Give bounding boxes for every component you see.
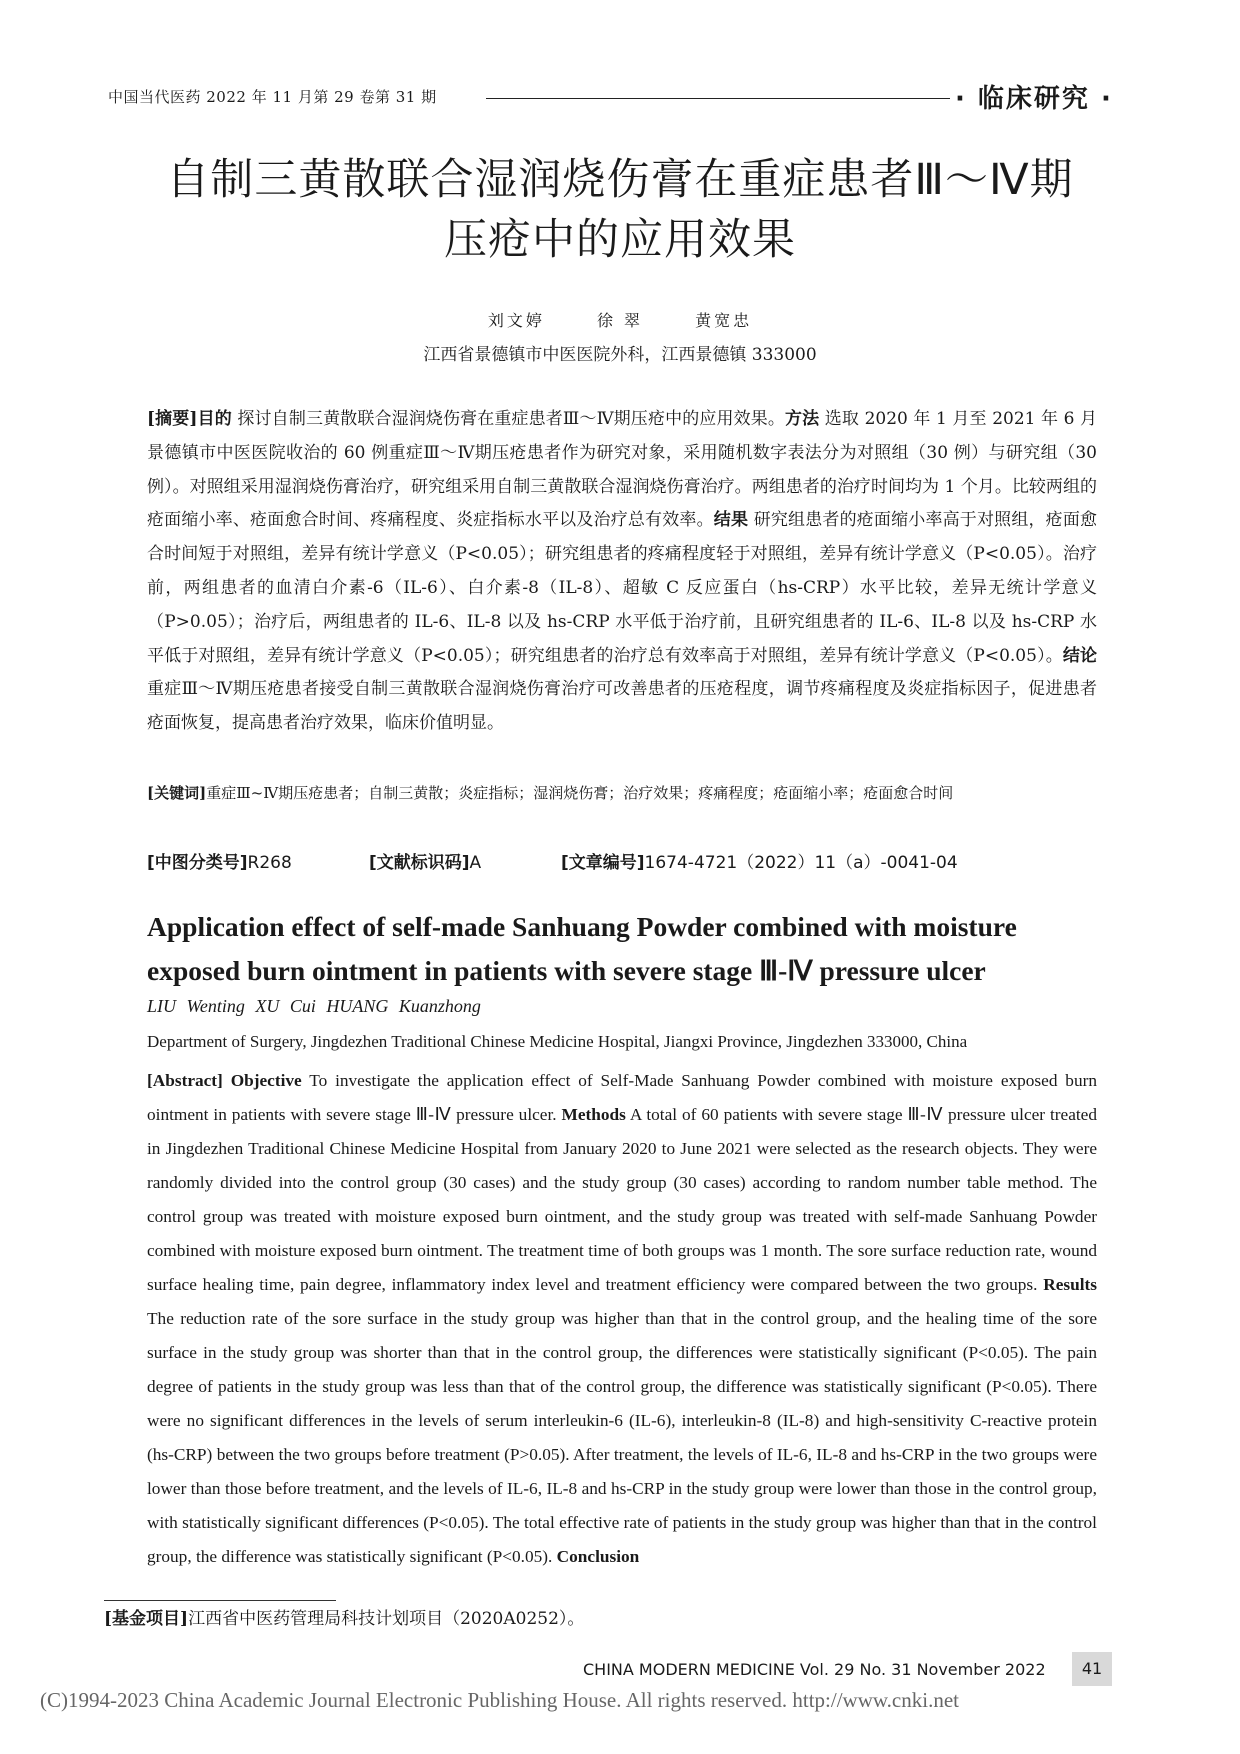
english-affiliation: Department of Surgery, Jingdezhen Traditional Chinese Medicine Hospital, Jiangxi Province, Jingdezhen 333000, China — [147, 1032, 968, 1051]
conclusion-text: 重症Ⅲ～Ⅳ期压疮患者接受自制三黄散联合湿润烧伤膏治疗可改善患者的压疮程度，调节疼痛程度及炎症指标因子，促进患者疮面恢复，提高患者治疗效果，临床价值明显。 — [147, 679, 1097, 734]
english-title: Application effect of self-made Sanhuang Powder combined with moisture exposed burn ointment in patients with severe stage Ⅲ-Ⅳ pressure ulcer — [147, 911, 1017, 986]
affiliation: 江西省景德镇市中医医院外科，江西景德镇 333000 — [423, 345, 817, 365]
results-text: 研究组患者的疮面缩小率高于对照组，疮面愈合时间短于对照组，差异有统计学意义（P<0.05）；研究组患者的疼痛程度轻于对照组，差异有统计学意义（P<0.05）。治疗前，两组患者的血清白介素-6（IL-6）、白介素-8（IL-8）、超敏 C 反应蛋白（hs-CRP）水平比较，差异无统计学意义（P>0.05）；治疗后，两组患者的 IL-6、IL-8 以及 hs-CRP 水平低于治疗前，且研究组患者的 IL-6、IL-8 以及 hs-CRP 水平低于对照组，差异有统计学意义（P<0.05）；研究组患者的治疗总有效率高于对照组，差异有统计学意义（P<0.05）。 — [147, 510, 1098, 666]
footnote-rule — [104, 1600, 336, 1601]
objective-text: 探讨自制三黄散联合湿润烧伤膏在重症患者Ⅲ～Ⅳ期压疮中的应用效果。 — [231, 409, 785, 429]
en-objective-text: To investigate the application effect of Self-Made Sanhuang Powder combined with moisture exposed burn ointment in patients with severe stage Ⅲ-Ⅳ pressure ulcer. — [147, 1071, 1097, 1124]
conclusion-label: 结论 — [1062, 645, 1097, 666]
author-name: 刘文婷 — [487, 311, 545, 330]
objective-label: 目的 — [197, 409, 232, 429]
doc-code-value: A — [469, 853, 482, 873]
running-header-journal: 中国当代医药 2022 年 11 月第 29 卷第 31 期 — [108, 88, 437, 106]
author-list — [0, 308, 1240, 331]
header-rule — [486, 98, 950, 99]
fund-label: [基金项目] — [104, 1609, 189, 1629]
methods-text: 选取 2020 年 1 月至 2021 年 6 月景德镇市中医医院收治的 60 例重症Ⅲ～Ⅳ期压疮患者作为研究对象，采用随机数字表法分为对照组（30 例）与研究组（30 例）。对照组采用湿润烧伤膏治疗，研究组采用自制三黄散联合湿润烧伤膏治疗。两组患者的治疗时间均为 1 个月。比较两组的疮面缩小率、疮面愈合时间、疼痛程度、炎症指标水平以及治疗总有效率。 — [147, 409, 1098, 531]
clc-value: R268 — [247, 853, 292, 873]
doc-code-label: [文献标识码] — [369, 853, 470, 873]
keywords-text: 重症Ⅲ~Ⅳ期压疮患者；自制三黄散；炎症指标；湿润烧伤膏；治疗效果；疼痛程度；疮面缩小率；疮面愈合时间 — [206, 784, 954, 802]
page-number: 41 — [1072, 1652, 1112, 1686]
methods-label: 方法 — [785, 409, 820, 429]
clc-label: [中图分类号] — [147, 853, 248, 873]
en-objective-label: Objective — [230, 1071, 302, 1090]
article-number-value: 1674-4721（2022）11（a）-0041-04 — [644, 853, 958, 873]
section-label: · 临床研究 · — [955, 84, 1113, 114]
footer-journal: CHINA MODERN MEDICINE Vol. 29 No. 31 November 2022 — [583, 1660, 1046, 1679]
abstract-en — [147, 1064, 1097, 1574]
keywords — [147, 778, 1097, 808]
english-authors: LIU Wenting XU Cui HUANG Kuanzhong — [147, 996, 481, 1016]
classification-line — [147, 848, 1097, 873]
abstract-cn — [147, 403, 1097, 741]
fund-note — [104, 1604, 584, 1629]
author-name: 黄宽忠 — [695, 311, 753, 330]
author-name: 徐 翠 — [596, 311, 644, 330]
abstract-label: [摘要] — [147, 409, 198, 429]
results-label: 结果 — [713, 510, 749, 531]
en-results-text: The reduction rate of the sore surface in the study group was higher than that in the control group, and the healing time of the sore surface in the study group was shorter than that in the control group, the differences were statistically significant (P<0.05). The pain degree of patients in the study group was less than that of the control group, the difference was statistically significant (P<0.05). There were no significant differences in the levels of serum interleukin-6 (IL-6), interleukin-8 (IL-8) and high-sensitivity C-reactive protein (hs-CRP) between the two groups before treatment (P>0.05). After treatment, the levels of IL-6, IL-8 and hs-CRP in the two groups were lower than those before treatment, and the levels of IL-6, IL-8 and hs-CRP in the study group were lower than those in the control group, with statistically significant differences (P<0.05). The total effective rate of patients in the study group was higher than that in the control group, the difference was statistically significant (P<0.05). — [147, 1309, 1097, 1566]
en-methods-label: Methods — [561, 1105, 626, 1124]
copyright-line: (C)1994-2023 China Academic Journal Electronic Publishing House. All rights reserved. http://www.cnki.net — [40, 1688, 959, 1712]
article-number-label: [文章编号] — [561, 853, 645, 873]
article-title-line1: 自制三黄散联合湿润烧伤膏在重症患者Ⅲ～Ⅳ期 — [166, 155, 1074, 205]
keywords-label: [关键词] — [147, 784, 207, 802]
en-methods-text: A total of 60 patients with severe stage Ⅲ-Ⅳ pressure ulcer treated in Jingdezhen Traditional Chinese Medicine Hospital from January 2020 to June 2021 were selected as the research objects. They were randomly divided into the control group (30 cases) and the study group (30 cases) according to random number table method. The control group was treated with moisture exposed burn ointment, and the study group was treated with self-made Sanhuang Powder combined with moisture exposed burn ointment. The treatment time of both groups was 1 month. The sore surface reduction rate, wound surface healing time, pain degree, inflammatory index level and treatment efficiency were compared between the two groups. — [147, 1105, 1097, 1294]
fund-text: 江西省中医药管理局科技计划项目（2020A0252）。 — [188, 1609, 585, 1629]
en-conclusion-label: Conclusion — [556, 1547, 640, 1566]
en-results-label: Results — [1043, 1275, 1097, 1294]
article-title-line2: 压疮中的应用效果 — [444, 215, 796, 265]
en-abstract-label: [Abstract] — [147, 1071, 223, 1090]
